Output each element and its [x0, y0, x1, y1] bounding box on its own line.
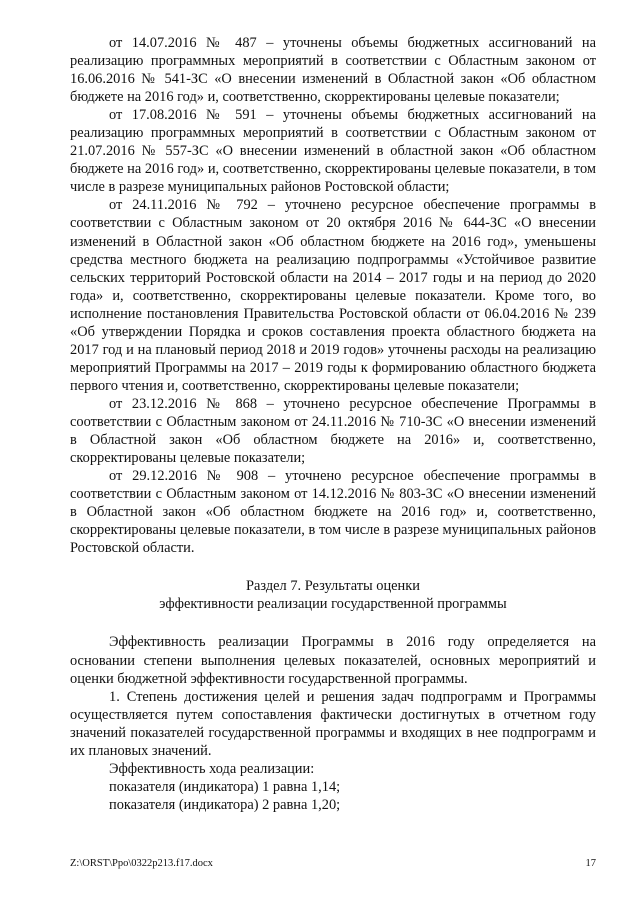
line-efficiency-label: Эффективность хода реализации:	[109, 760, 315, 777]
line-indicator-1: показателя (индикатора) 1 равна 1,14;	[109, 778, 341, 795]
section-title-line-2: эффективности реализации государственной программы	[159, 596, 507, 613]
paragraph-resolution-487: от 14.07.2016 № 487 – уточнены объемы бюджетных ассигнований на реализацию программных мероприятий в соответствии с Областным законом от 16.06.2016 № 541-ЗС «О внесении изменений в Областной закон «Об областном бюджете на 2016 год» и, соответственно, скорректированы целевые показатели;	[70, 35, 596, 106]
file-path: Z:\ORST\Ppo\0322p213.f17.docx	[70, 858, 213, 869]
paragraph-resolution-868: от 23.12.2016 № 868 – уточнено ресурсное обеспечение Программы в соответствии с Областным законом от 24.11.2016 № 710-ЗС «О внесении изменений в Областной закон «Об областном бюджете на 2016» и, соответственно, скорректированы целевые показатели;	[70, 395, 596, 467]
section-heading	[70, 577, 596, 613]
paragraph-efficiency-intro: Эффективность реализации Программы в 2016 году определяется на основании степени выполнения целевых показателей, основных мероприятий и оценки бюджетной эффективности государственной программы.	[70, 634, 596, 687]
paragraph-resolution-591: от 17.08.2016 № 591 – уточнены объемы бюджетных ассигнований на реализацию программных мероприятий в соответствии с Областным законом от 21.07.2016 № 557-ЗС «О внесении изменений в областной закон «Об областном бюджете на 2016 год» и, соответственно, скорректированы целевые показатели, в том числе в разрезе муниципальных районов Ростовской области;	[70, 107, 596, 196]
paragraph-resolution-908: от 29.12.2016 № 908 – уточнено ресурсное обеспечение программы в соответствии с Областным законом от 14.12.2016 № 803-ЗС «О внесении изменений в Областной закон «Об областном бюджете на 2016 год» и, соответственно, скорректированы целевые показатели, в том числе в разрезе муниципальных районов Ростовской области.	[70, 468, 596, 557]
section-title-line-1: Раздел 7. Результаты оценки	[246, 578, 420, 595]
page-number: 17	[585, 858, 596, 869]
line-indicator-2: показателя (индикатора) 2 равна 1,20;	[109, 796, 341, 813]
paragraph-goal-achievement: 1. Степень достижения целей и решения задач подпрограмм и Программы осуществляется путем сопоставления фактически достигнутых в отчетном году значений показателей государственной программы и входящих в нее подпрограмм и их плановых значений.	[70, 688, 596, 759]
document-body	[70, 34, 596, 814]
paragraph-resolution-792: от 24.11.2016 № 792 – уточнено ресурсное обеспечение программы в соответствии с Областным законом от 20 октября 2016 № 644-ЗС «О внесении изменений в Областной закон «Об областном бюджете на 2016 год», уменьшены средства местного бюджета на реализацию подпрограммы «Устойчивое развитие сельских территорий Ростовской области на 2014 – 2017 годы и на период до 2020 года» и, соответственно, скорректированы целевые показатели. Кроме того, во исполнение постановления Правительства Ростовской области от 06.04.2016 № 239 «Об утверждении Порядка и сроков составления проекта областного бюджета на 2017 год и на плановый период 2018 и 2019 годов» уточнены расходы на реализацию мероприятий Программы на 2017 – 2019 годы к формированию областного бюджета первого чтения и, соответственно, скорректированы целевые показатели;	[70, 197, 596, 394]
